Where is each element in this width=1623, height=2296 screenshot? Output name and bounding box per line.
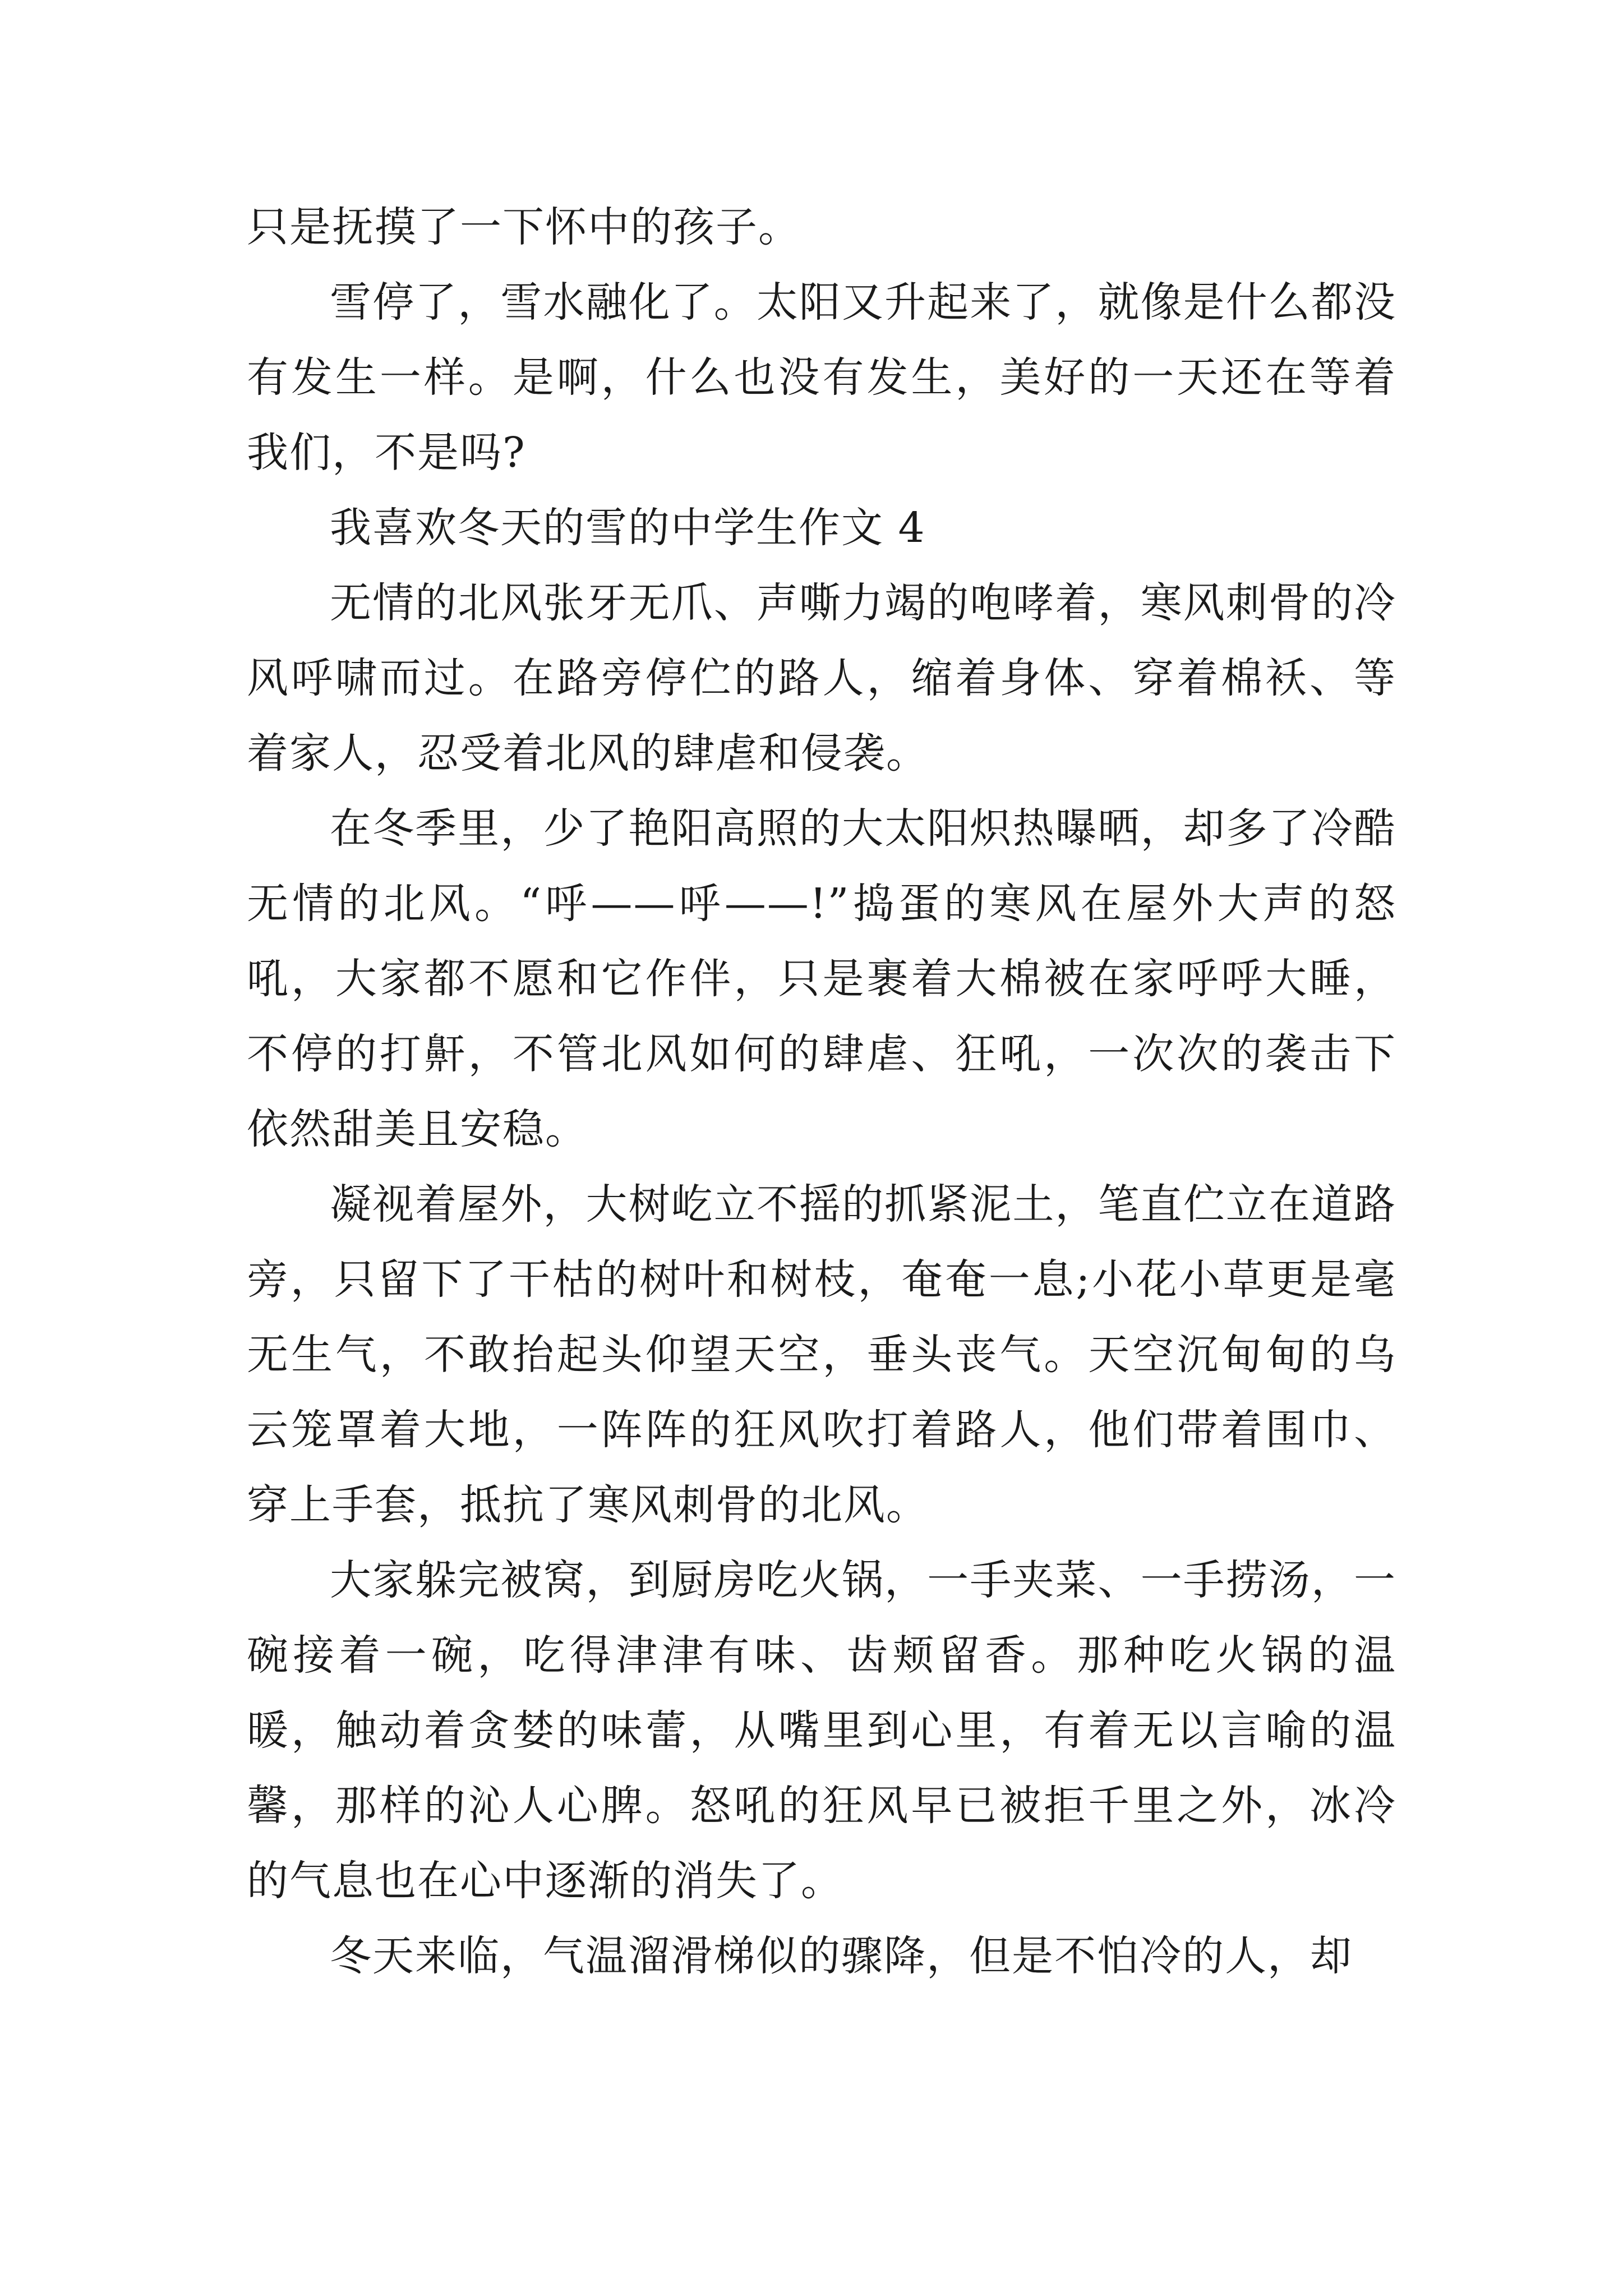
paragraph: 凝视着屋外，大树屹立不摇的抓紧泥土，笔直伫立在道路旁，只留下了干枯的树叶和树枝，奄奄一息;小花小草更是毫无生气，不敢抬起头仰望天空，垂头丧气。天空沉甸甸的乌云笼罩着大地，一阵阵的狂风吹打着路人，他们带着围巾、穿上手套，抵抗了寒风刺骨的北风。 xyxy=(247,1180,1396,1529)
paragraph-continuation: 只是抚摸了一下怀中的孩子。 xyxy=(247,203,801,251)
paragraph: 在冬季里，少了艳阳高照的大太阳炽热曝晒，却多了冷酷无情的北风。“呼——呼——!”捣蛋的寒风在屋外大声的怒吼，大家都不愿和它作伴，只是裹着大棉被在家呼呼大睡，不停的打鼾，不管北风如何的肆虐、狂吼，一次次的袭击下依然甜美且安稳。 xyxy=(247,804,1396,1153)
paragraph: 大家躲完被窝，到厨房吃火锅，一手夹菜、一手捞汤，一碗接着一碗，吃得津津有味、齿颊留香。那种吃火锅的温暖，触动着贪婪的味蕾，从嘴里到心里，有着无以言喻的温馨，那样的沁人心脾。怒吼的狂风早已被拒千里之外，冰冷的气息也在心中逐渐的消失了。 xyxy=(247,1556,1396,1905)
paragraph: 雪停了，雪水融化了。太阳又升起来了，就像是什么都没有发生一样。是啊，什么也没有发生，美好的一天还在等着我们，不是吗? xyxy=(247,278,1396,477)
paragraph-truncated: 冬天来临，气温溜滑梯似的骤降，但是不怕冷的人，却 xyxy=(330,1932,1353,1980)
section-heading: 我喜欢冬天的雪的中学生作文 4 xyxy=(330,504,926,552)
paragraph: 无情的北风张牙无爪、声嘶力竭的咆哮着，寒风刺骨的冷风呼啸而过。在路旁停伫的路人，缩着身体、穿着棉袄、等着家人，忍受着北风的肆虐和侵袭。 xyxy=(247,579,1396,777)
text-column xyxy=(247,190,1396,1994)
